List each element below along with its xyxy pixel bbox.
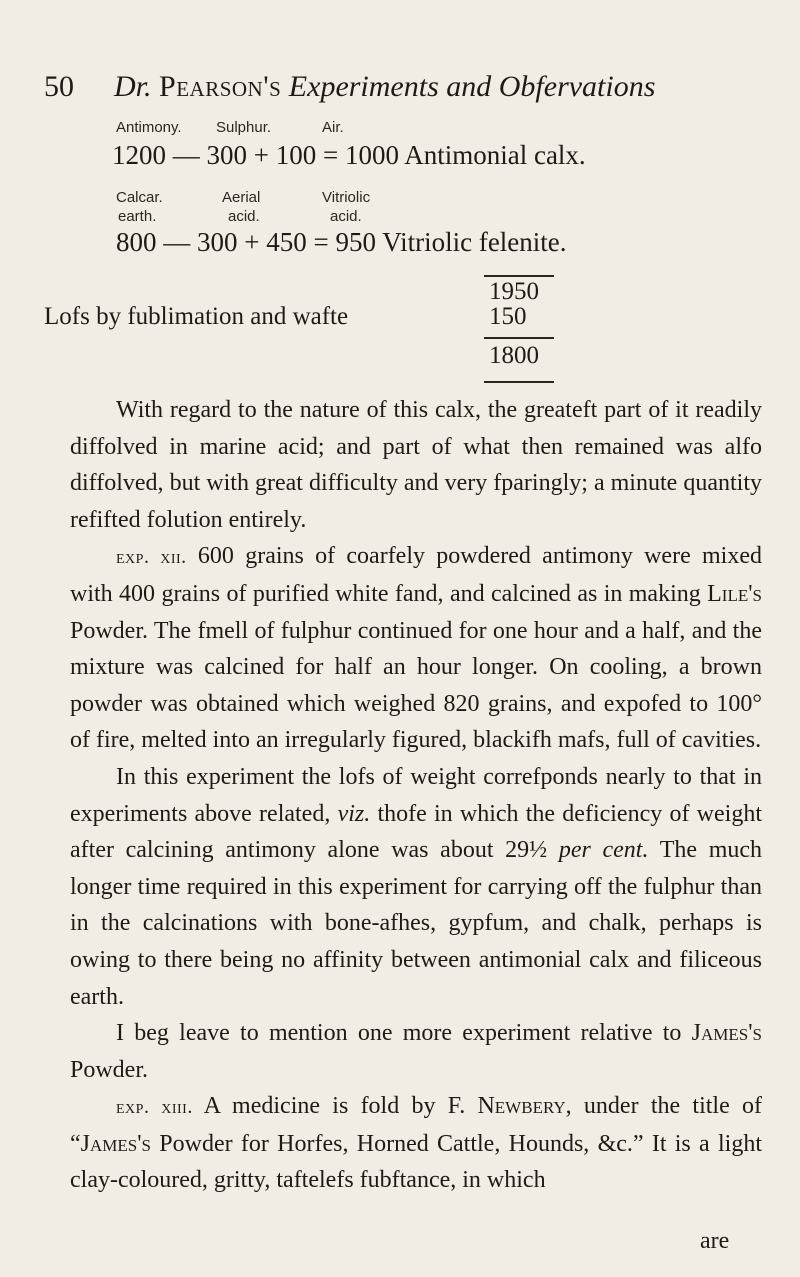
paragraph-5: exp. xiii. A medicine is fold by F. Newbery, under the title of “James's Powder for Horfes, Horned Cattle, Hounds, &c.” It is a light clay-coloured, gritty, taftelefs fubftance, in which	[70, 1093, 763, 1194]
label-earth: earth.	[118, 208, 157, 225]
equation-2: 800 — 300 + 450 = 950 Vitriolic felenite.	[116, 227, 567, 257]
catchword: are	[700, 1228, 730, 1254]
paragraph-1: With regard to the nature of this calx, the greateft part of it readily diffolved in marine acid; and part of what then remained was alfo diffolved, but with great difficulty and very fparingly; a minute quantity refifted folution entirely.	[70, 397, 762, 533]
rule-1	[484, 275, 554, 277]
header-title: Dr. Pearson's Experiments and Obfervations	[114, 70, 656, 103]
label-aerial: Aerial	[222, 189, 261, 206]
label-vitriolic: Vitriolic	[322, 189, 371, 206]
label-acid-1: acid.	[228, 208, 260, 225]
body-text	[70, 392, 762, 1199]
label-calcar: Calcar.	[116, 189, 163, 206]
subtotal: 1950	[489, 278, 539, 305]
page-number: 50	[44, 70, 74, 103]
running-header	[44, 70, 744, 110]
paragraph-3: In this experiment the lofs of weight correfponds nearly to that in experiments above related, viz. thofe in which the deficiency of weight after calcining antimony alone was about 29½ per cent. The much longer time required in this experiment for carrying off the fulphur than in the calcinations with bone-afhes, gypfum, and chalk, perhaps is owing to there being no affinity between antimonial calx and filiceous earth.	[70, 763, 763, 1010]
label-acid-2: acid.	[330, 208, 362, 225]
label-sulphur: Sulphur.	[216, 119, 272, 136]
equation-1: 1200 — 300 + 100 = 1000 Antimonial calx.	[112, 140, 586, 170]
loss-label: Lofs by fublimation and wafte	[44, 303, 349, 330]
label-air: Air.	[322, 119, 344, 136]
total: 1800	[489, 342, 539, 369]
paragraph-4: I beg leave to mention one more experiment relative to James's Powder.	[70, 1020, 762, 1083]
rule-2	[484, 337, 554, 339]
label-antimony: Antimony.	[116, 119, 182, 136]
paragraph-2: exp. xii. 600 grains of coarfely powdered antimony were mixed with 400 grains of purified white fand, and calcined as in making Lile's Powder. The fmell of fulphur continued for one hour and a half, and the mixture was calcined for half an hour longer. On cooling, a brown powder was obtained which weighed 820 grains, and expofed to 100° of fire, melted into an irregularly figured, blackifh mafs, full of cavities.	[70, 543, 762, 754]
rule-3	[484, 381, 554, 383]
loss-value: 150	[489, 303, 527, 330]
